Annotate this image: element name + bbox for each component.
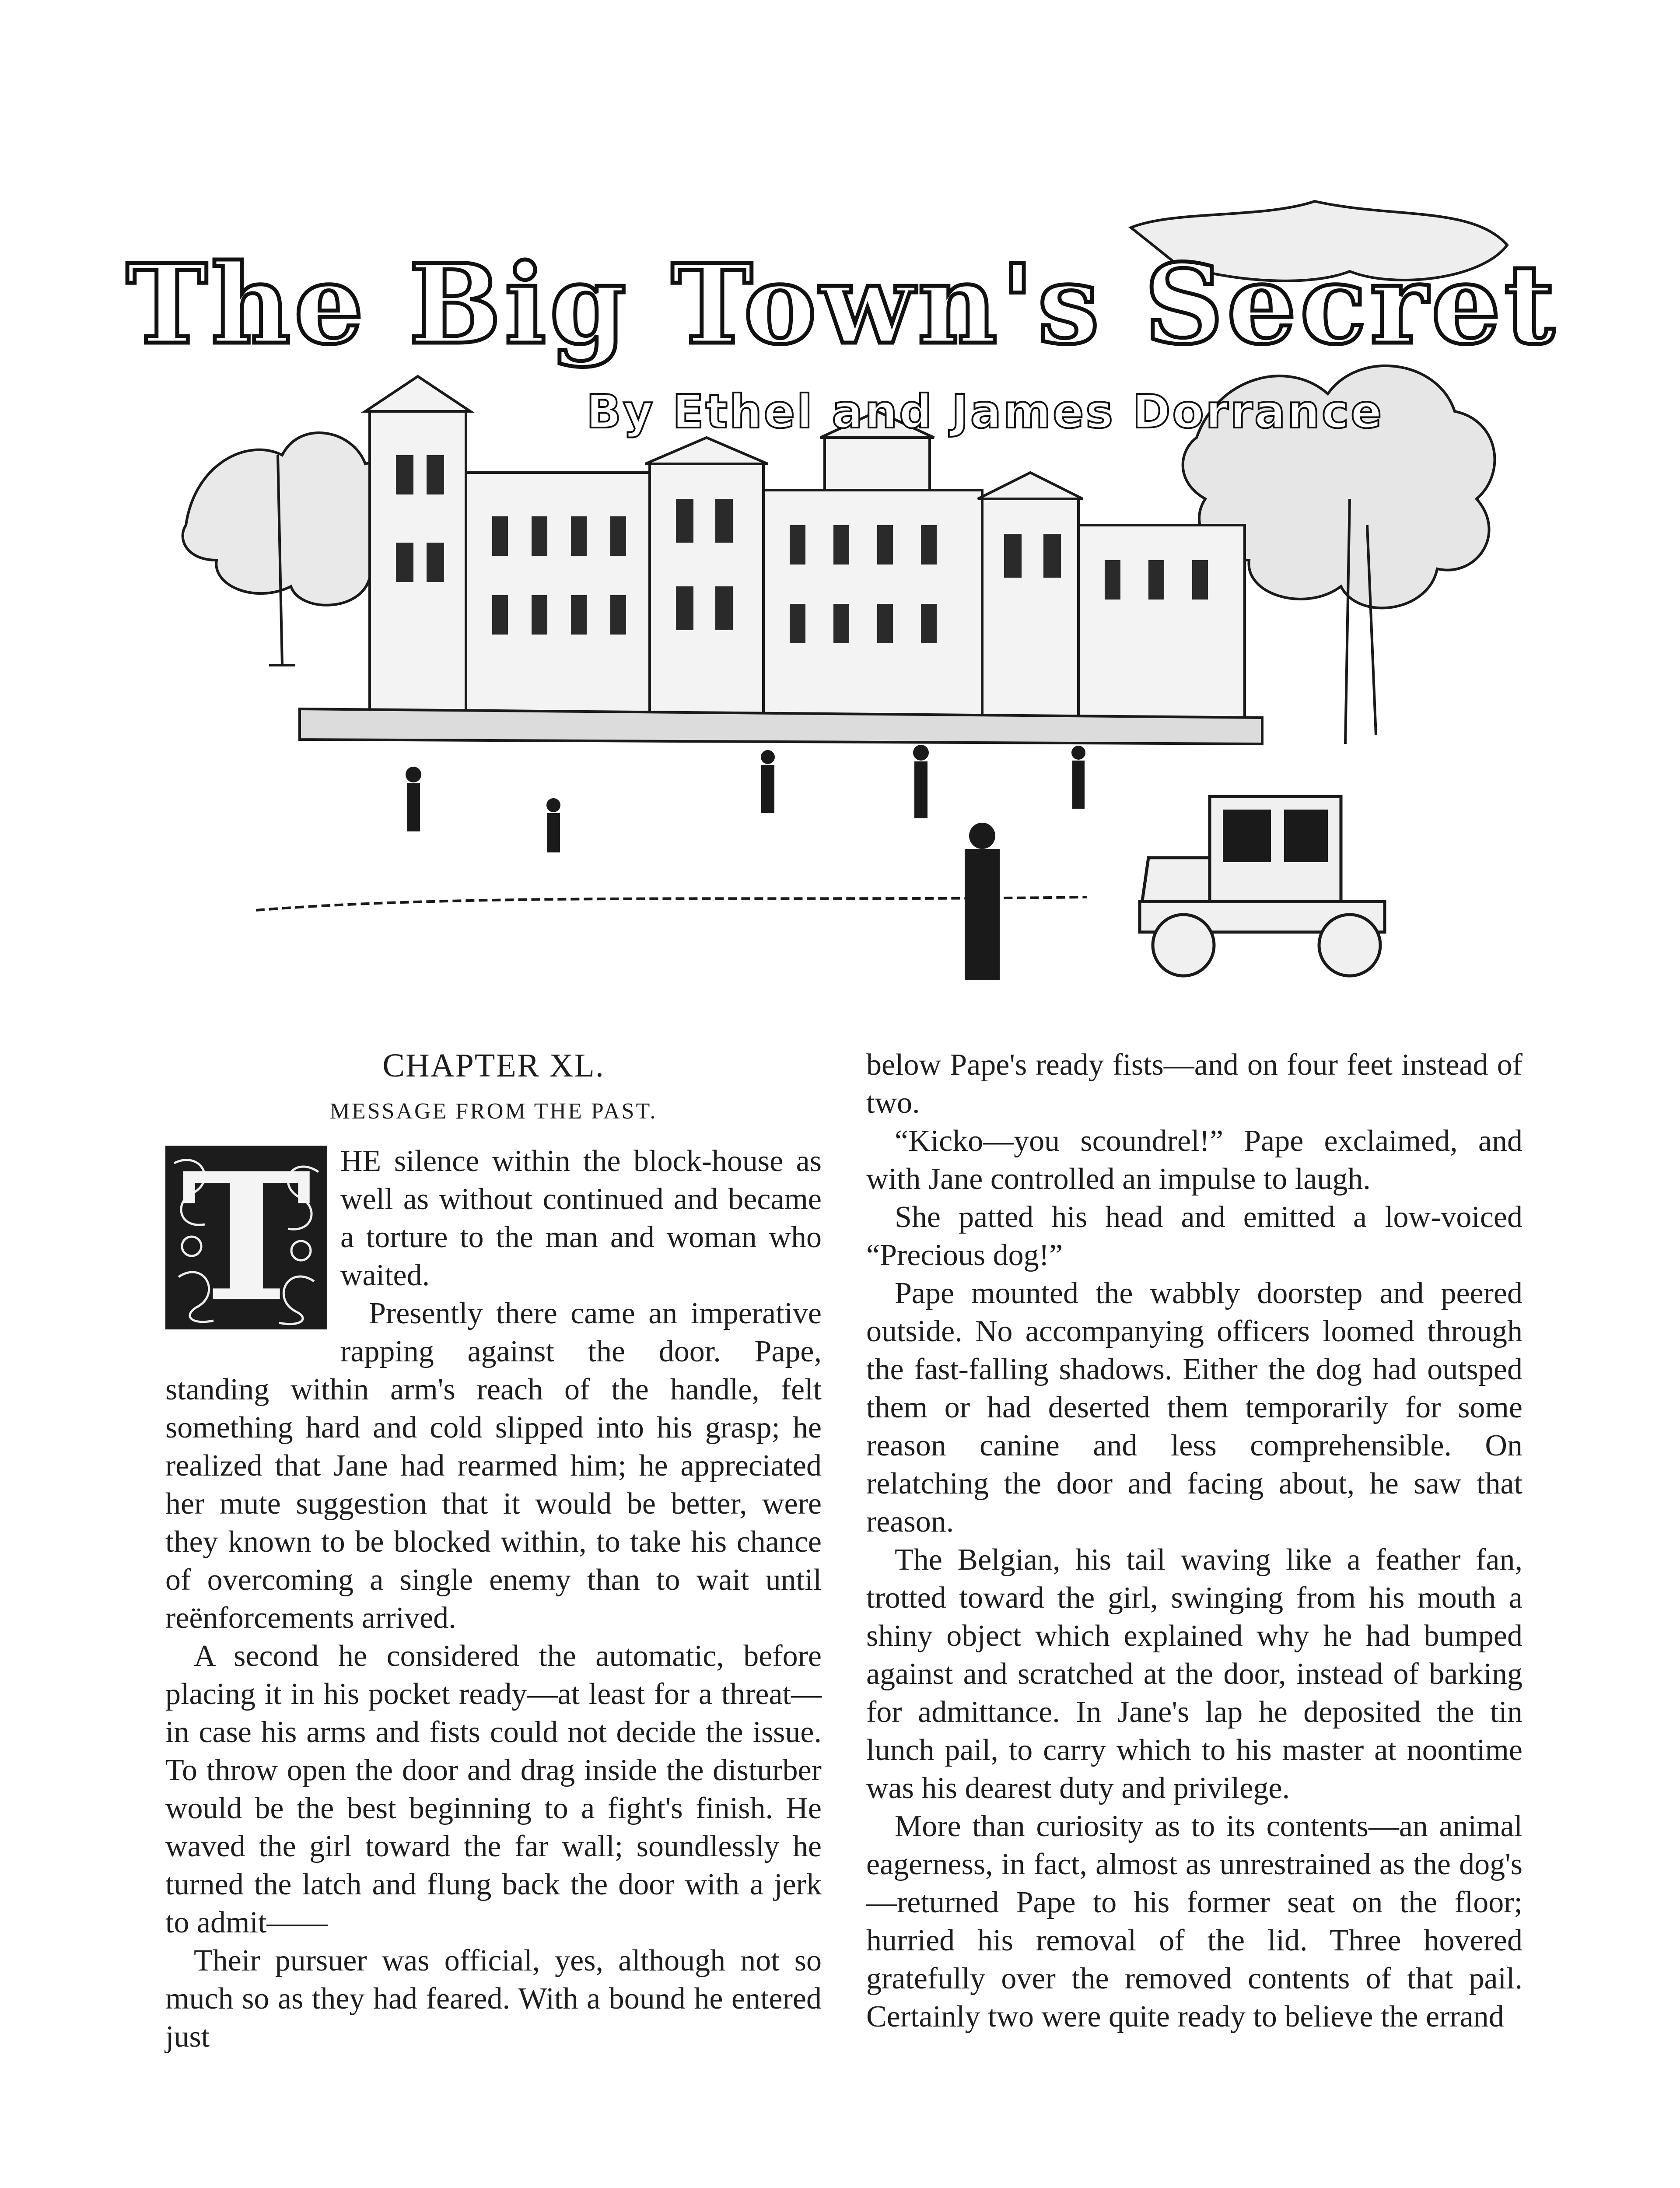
drop-cap-letter: T — [181, 1146, 312, 1329]
paragraph: Presently there came an imperative rapping against the door. Pape, standing within arm's reach of the handle, felt something hard and cold slipped into his grasp; he realized that Jane had rearmed him; he appreciated her mute suggestion that it would be better, were they known to be blocked within, to take his chance of overcoming a single enemy than to wait until reënforcements arrived. — [165, 1297, 822, 1635]
paragraph: A second he considered the automatic, before placing it in his pocket ready—at least for a threat—in case his arms and fists could not decide the issue. To throw open the door and drag inside the disturber would be the best beginning to a fight's finish. He waved the girl toward the far wall; soundlessly he turned the latch and flung back the door with a jerk to admit—— — [165, 1639, 822, 1939]
paragraph: “Kicko—you scoundrel!” Pape exclaimed, and with Jane controlled an impulse to laugh. — [866, 1124, 1522, 1196]
story-title: The Big Town's Secret — [126, 240, 1558, 368]
opening-paragraph-block — [165, 1142, 822, 1329]
chapter-heading: CHAPTER XL. — [382, 1047, 605, 1084]
chapter-subtitle: MESSAGE FROM THE PAST. — [329, 1099, 658, 1124]
paragraph: The Belgian, his tail waving like a feather fan, trotted toward the girl, swinging from his mouth a shiny object which explained why he had bumped against and scratched at the door, instead of barking for admittance. In Jane's lap he deposited the tin lunch pail, to carry which to his master at noontime was his dearest duty and privilege. — [866, 1543, 1522, 1805]
paragraph: HE silence within the block-house as well as without continued and became a torture to the man and woman who waited. — [340, 1144, 822, 1292]
paragraph: Pape mounted the wabbly doorstep and peered outside. No accompanying officers loomed through the fast-falling shadows. Either the dog had outsped them or had deserted them temporarily for some reason canine and less comprehensible. On relatching the door and facing about, he saw that reason. — [866, 1276, 1522, 1539]
paragraph: Their pursuer was official, yes, although not so much so as they had feared. With a bound he entered just — [165, 1944, 822, 2054]
paragraph: below Pape's ready fists—and on four feet instead of two. — [866, 1048, 1522, 1120]
drop-cap-ornament — [165, 1146, 327, 1329]
story-byline: By Ethel and James Dorrance — [586, 385, 1384, 438]
left-column — [165, 1046, 822, 2056]
paragraph: More than curiosity as to its contents—an animal eagerness, in fact, almost as unrestrained as the dog's—returned Pape to his former seat on the floor; hurried his removal of the lid. Three hovered gratefully over the removed contents of that pail. Certainly two were quite ready to believe the errand — [866, 1809, 1522, 2034]
paragraph: She patted his head and emitted a low-voiced “Precious dog!” — [866, 1200, 1522, 1272]
right-column — [866, 1046, 1522, 2036]
